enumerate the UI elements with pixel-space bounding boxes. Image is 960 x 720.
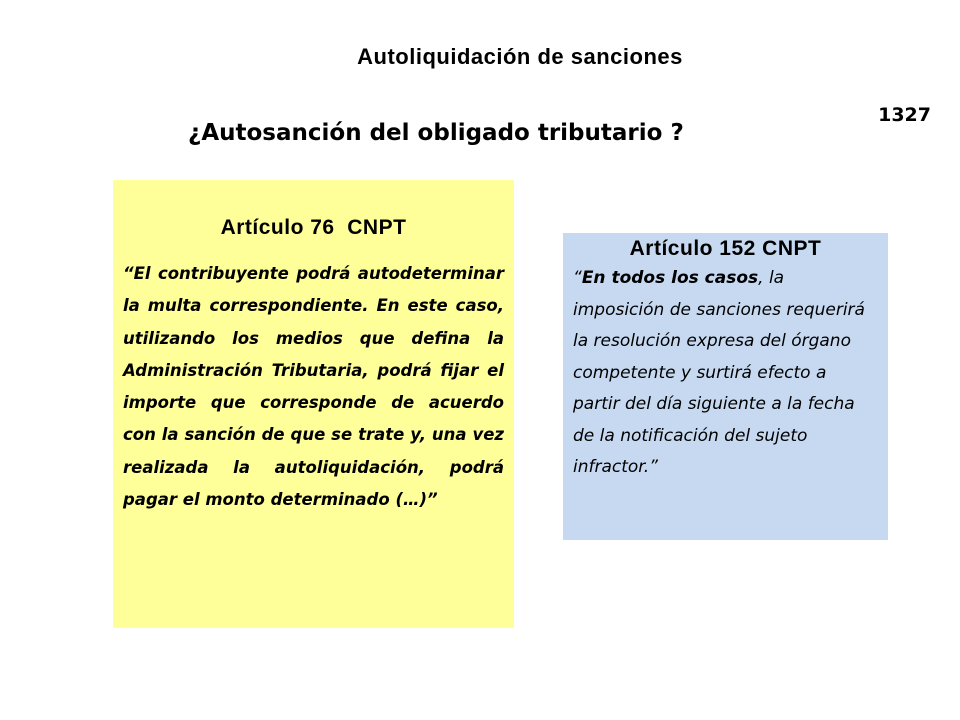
slide-title: Autoliquidación de sanciones xyxy=(357,44,683,69)
article-76-box xyxy=(113,180,514,628)
article-76-heading: Artículo 76 CNPT xyxy=(220,216,407,239)
article-152-quote-rest: , la imposición de sanciones requerirá la resolución expresa del órgano competente y surtirá efecto a partir del día siguiente a la fecha de la notificación del sujeto infractor.” xyxy=(573,268,865,477)
article-76-quote: “El contribuyente podrá autodeterminar la multa correspondiente. En este caso, utilizando los medios que defina la Administración Tributaria, podrá fijar el importe que corresponde de acuerdo con la sanción de que se trate y, una vez realizada la autoliquidación, podrá pagar el monto determinado (…)” xyxy=(123,264,504,510)
article-152-quote-emphasis: En todos los casos xyxy=(581,268,759,288)
article-152-quote xyxy=(573,263,878,484)
article-152-heading: Artículo 152 CNPT xyxy=(629,237,822,260)
article-152-box xyxy=(563,233,888,540)
article-152-quote-open: “ xyxy=(573,268,582,288)
question-heading: ¿Autosanción del obligado tributario ? xyxy=(188,120,684,146)
slide-number: 1327 xyxy=(878,104,931,126)
